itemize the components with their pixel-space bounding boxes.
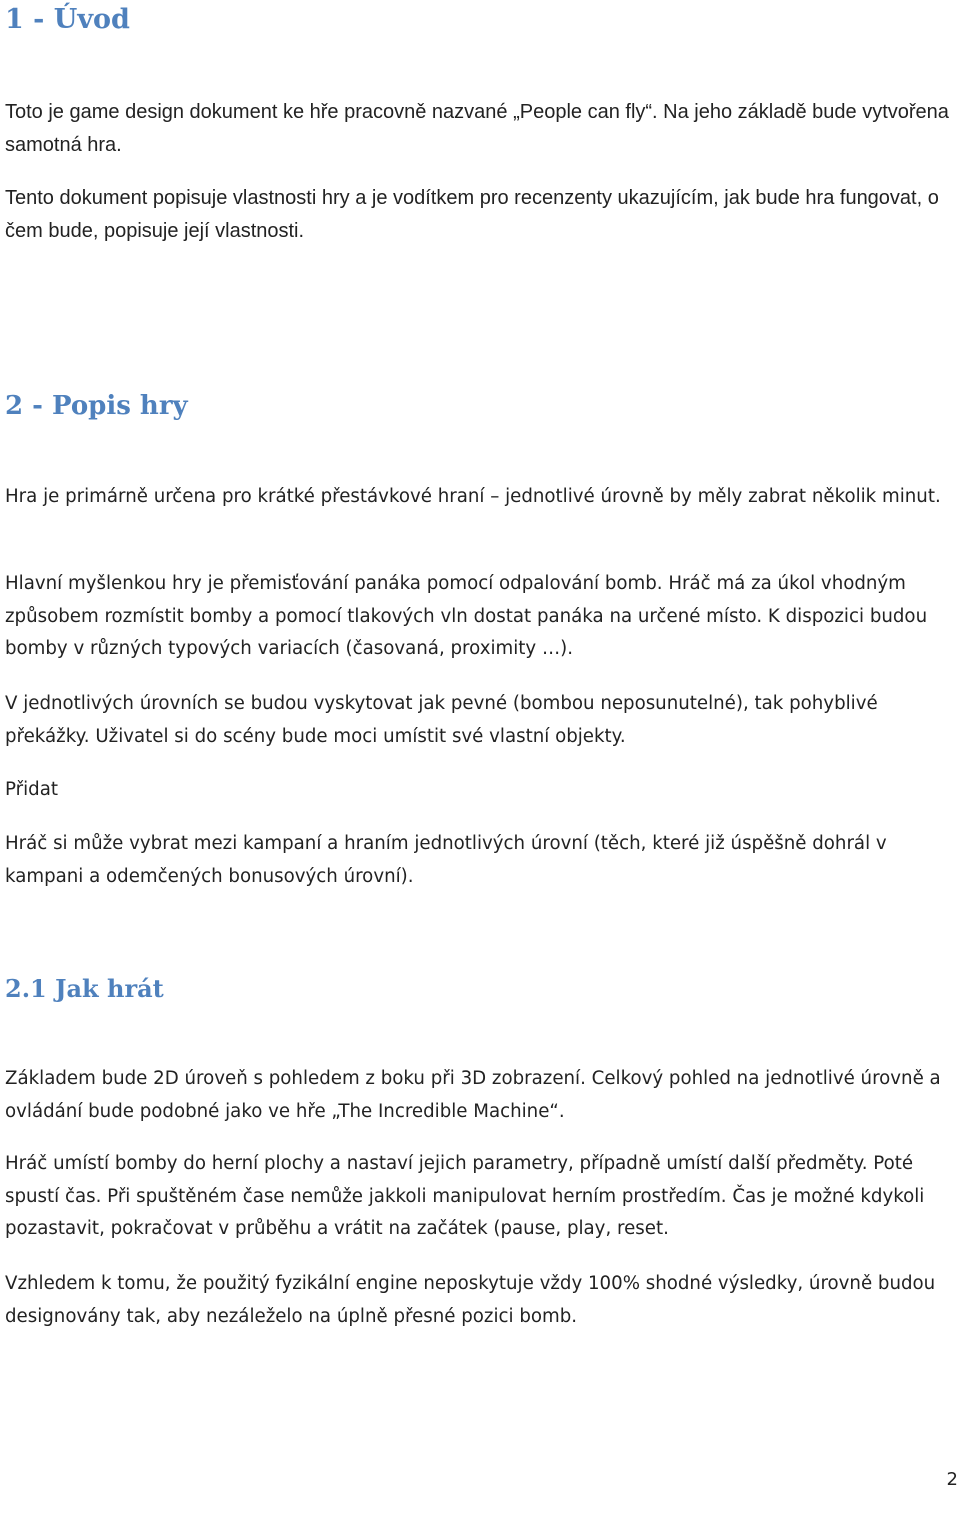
paragraph-description-3: V jednotlivých úrovních se budou vyskytovat jak pevné (bombou neposunutelné), tak pohyblivé překážky. Uživatel si do scény bude moci umístit své vlastní objekty. bbox=[5, 693, 878, 747]
paragraph-description-2: Hlavní myšlenkou hry je přemisťování panáka pomocí odpalování bomb. Hráč má za úkol vhodným způsobem rozmístit bomby a pomocí tlakových vln dostat panáka na určené místo. K dispozici budou bomby v různých typových variacích (časovaná, proximity …). bbox=[5, 573, 928, 660]
page-number: 2 bbox=[946, 1469, 958, 1490]
paragraph-description-4: Přidat bbox=[5, 779, 58, 800]
paragraph-howto-2: Hráč umístí bomby do herní plochy a nastaví jejich parametry, případně umístí další předměty. Poté spustí čas. Při spuštěném čase nemůže jakkoli manipulovat herním prostředím. Čas je možné kdykoli pozastavit, pokračovat v průběhu a vrátit na začátek (pause, play, reset. bbox=[5, 1153, 925, 1240]
paragraph-description-5: Hráč si může vybrat mezi kampaní a hraním jednotlivých úrovní (těch, které již úspěšně dohrál v kampani a odemčených bonusových úrovní). bbox=[5, 833, 887, 887]
paragraph-howto-1: Základem bude 2D úroveň s pohledem z boku při 3D zobrazení. Celkový pohled na jednotlivé úrovně a ovládání bude podobné jako ve hře „The Incredible Machine“. bbox=[5, 1068, 941, 1122]
paragraph-description-1: Hra je primárně určena pro krátké přestávkové hraní – jednotlivé úrovně by měly zabrat několik minut. bbox=[5, 486, 941, 507]
paragraph-howto-3: Vzhledem k tomu, že použitý fyzikální engine neposkytuje vždy 100% shodné výsledky, úrovně budou designovány tak, aby nezáleželo na úplně přesné pozici bomb. bbox=[5, 1273, 936, 1327]
heading-howto: 2.1 Jak hrát bbox=[5, 974, 164, 1003]
heading-intro: 1 - Úvod bbox=[5, 4, 130, 35]
heading-description: 2 - Popis hry bbox=[5, 391, 188, 421]
paragraph-intro-2: Tento dokument popisuje vlastnosti hry a je vodítkem pro recenzenty ukazujícím, jak bude hra fungovat, o čem bude, popisuje její vlastnosti. bbox=[5, 187, 939, 242]
paragraph-intro-1: Toto je game design dokument ke hře pracovně nazvané „People can fly“. Na jeho základě bude vytvořena samotná hra. bbox=[5, 101, 949, 156]
